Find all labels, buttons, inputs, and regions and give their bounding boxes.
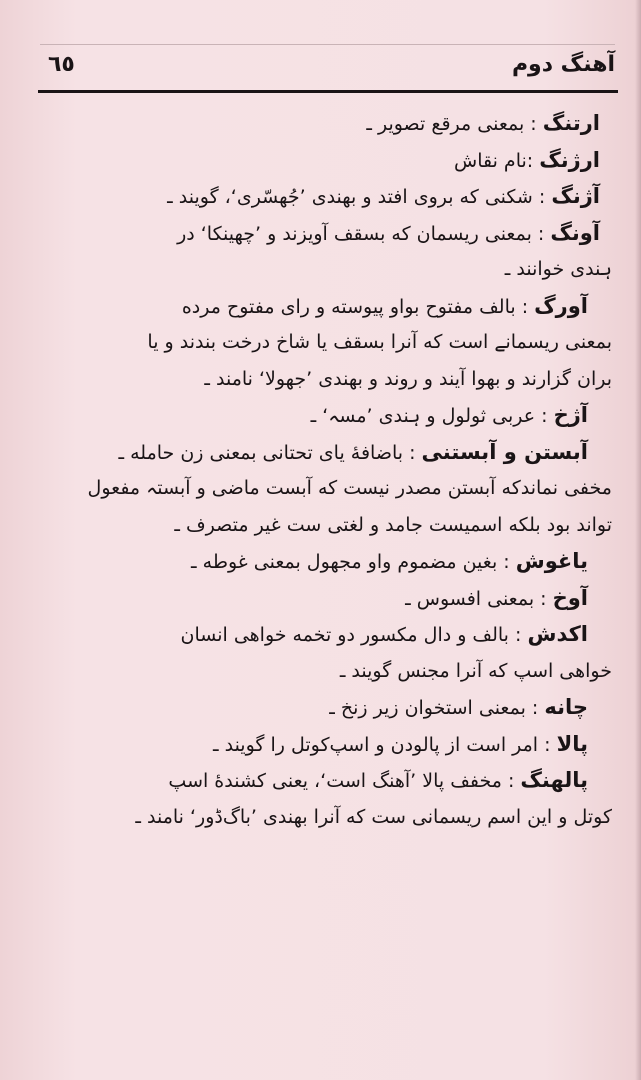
glossary-body	[62, 105, 612, 835]
glossary-continuation-line	[62, 324, 612, 361]
glossary-continuation-line	[62, 799, 612, 836]
glossary-line	[62, 142, 612, 179]
entry-definition: : بمعنی ریسمان که بسقف آویزند و ’چھینکا‘ در	[177, 222, 545, 245]
entry-definition: بران گزارند و بهوا آیند و روند و بهندی ’جھولا‘ نامند ـ	[204, 367, 612, 390]
entry-definition: : بالف مفتوح بواو پیوسته و رای مفتوح مرده	[181, 295, 529, 318]
glossary-line	[62, 215, 612, 252]
entry-term: آونگ	[550, 220, 600, 245]
entry-definition: ہندی خوانند ـ	[504, 258, 612, 280]
glossary-continuation-line	[62, 653, 612, 690]
entry-definition: مخفی نماندکه آبستن مصدر نیست که آبست ماضی و آبستہ مفعول	[87, 477, 612, 499]
entry-definition: : بمعنی مرقع تصویر ـ	[366, 113, 537, 135]
glossary-continuation-line	[62, 361, 612, 398]
entry-definition: : بغین مضموم واو مجهول بمعنی غوطه ـ	[191, 551, 510, 573]
entry-definition: : عربی ثولول و ہندی ’مسہ‘ ـ	[310, 405, 548, 427]
glossary-line	[62, 178, 612, 215]
page-number: ٦٥	[48, 52, 75, 77]
glossary-line	[62, 105, 612, 142]
glossary-line	[62, 288, 612, 325]
entry-term: ارتنگ	[542, 111, 600, 135]
entry-definition: :نام نقاش	[454, 149, 534, 172]
scan-edge-shadow	[635, 0, 641, 1080]
entry-term: آژنگ	[551, 184, 600, 208]
entry-definition: : بمعنی افسوس ـ	[405, 587, 547, 610]
entry-term: پالا	[556, 731, 588, 756]
glossary-line	[62, 762, 612, 799]
glossary-continuation-line	[62, 470, 612, 507]
entry-term: چانه	[544, 695, 588, 719]
entry-definition: : مخفف پالا ’آهنگ است‘، یعنی کشندهٔ اسپ	[168, 770, 515, 792]
glossary-line	[62, 616, 612, 653]
glossary-continuation-line	[62, 507, 612, 544]
entry-term: پالهنگ	[520, 768, 588, 792]
entry-definition: : بالف و دال مکسور دو تخمه خواهی انسان	[180, 624, 522, 646]
entry-definition: تواند بود بلکه اسمیست جامد و لغتی ست غیر متصرف ـ	[174, 513, 612, 536]
entry-definition: : امر است از پالودن و اسپ‌کوتل را گویند ـ	[212, 733, 551, 756]
page-header	[40, 48, 615, 88]
entry-term: آبستن و آبستنی	[421, 439, 588, 464]
entry-definition: بمعنی ریسمانے است که آنرا بسقف یا شاخ درخت بندند و یا	[147, 331, 612, 353]
top-faint-rule	[40, 44, 615, 45]
glossary-line	[62, 397, 612, 434]
glossary-line	[62, 434, 612, 471]
entry-term: آژخ	[553, 403, 588, 427]
entry-term: آوخ	[552, 585, 588, 610]
entry-definition: خواهی اسپ که آنرا مجنس گویند ـ	[339, 659, 612, 682]
entry-term: آورگ	[534, 293, 588, 318]
entry-definition: : بمعنی استخوان زیر زنخ ـ	[329, 697, 539, 719]
glossary-line	[62, 580, 612, 617]
glossary-continuation-line	[62, 251, 612, 288]
glossary-line	[62, 543, 612, 580]
entry-definition: کوتل و این اسم ریسمانی ست که آنرا بهندی ’باگ‌ڈور‘ نامند ـ	[135, 805, 612, 828]
glossary-line	[62, 689, 612, 726]
header-rule	[38, 90, 618, 93]
entry-term: یاغوش	[515, 549, 588, 573]
running-title: آهنگ دوم	[511, 52, 615, 77]
entry-definition: : شکنی که بروی افتد و بهندی ’جُھسّری‘، گویند ـ	[167, 186, 546, 208]
entry-term: اکدش	[527, 622, 588, 646]
glossary-line	[62, 726, 612, 763]
entry-definition: : باضافهٔ یای تحتانی بمعنی زن حامله ـ	[118, 441, 416, 464]
entry-term: ارژنگ	[539, 147, 600, 172]
